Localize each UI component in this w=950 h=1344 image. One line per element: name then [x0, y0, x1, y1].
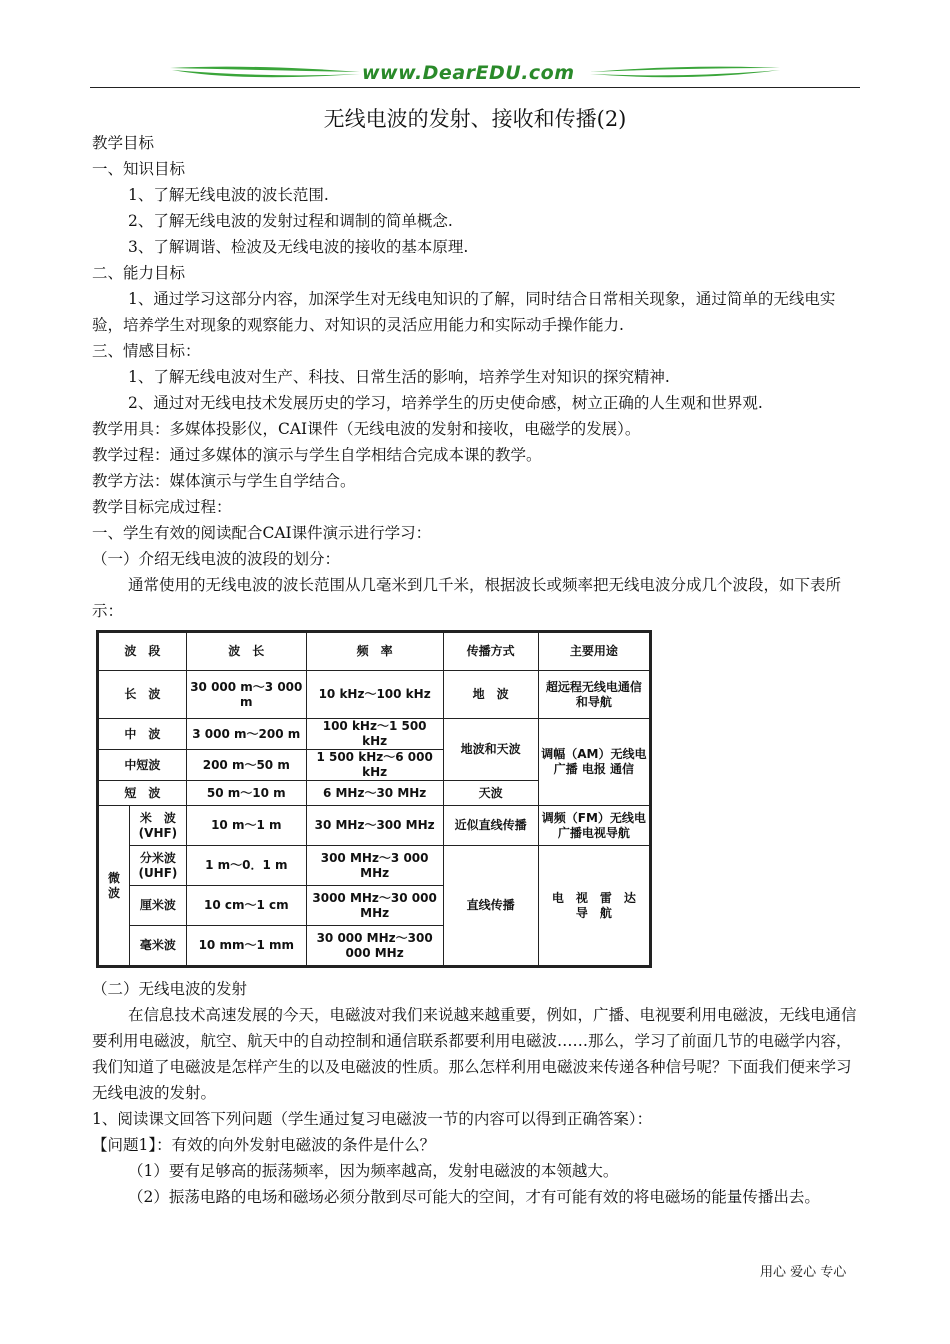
document-body: [92, 130, 862, 1210]
tools-line: 教学用具：多媒体投影仪，CAI课件（无线电波的发射和接收，电磁学的发展）。: [92, 420, 641, 438]
goals-heading: 教学目标: [92, 134, 155, 152]
cell-use: 超远程无线电通信和导航: [538, 671, 649, 719]
cell-wavelength: 30 000 m～3 000 m: [186, 671, 306, 719]
answer-2: （2）振荡电路的电场和磁场必须分散到尽可能大的空间，才有可能有效的将电磁场的能量传播出去。: [128, 1188, 820, 1206]
cell-frequency: 300 MHz～3 000 MHz: [306, 846, 443, 886]
knowledge-item: 3、了解调谐、检波及无线电波的接收的基本原理.: [128, 238, 469, 256]
emotion-heading: 三、情感目标：: [92, 342, 201, 360]
cell-wavelength: 10 mm～1 mm: [186, 926, 306, 966]
cell-band: 米 波(VHF): [130, 806, 187, 846]
cell-wavelength: 1 m～0．1 m: [186, 846, 306, 886]
site-header: [90, 58, 860, 90]
cell-band: 毫米波: [130, 926, 187, 966]
cell-mode: 直线传播: [443, 846, 538, 966]
process-line: 教学过程：通过多媒体的演示与学生自学相结合完成本课的教学。: [92, 446, 542, 464]
cell-band: 中 波: [99, 719, 187, 750]
header-wavelength: 波 长: [186, 633, 306, 671]
emotion-item: 1、了解无线电波对生产、科技、日常生活的影响，培养学生对知识的探究精神.: [128, 368, 670, 386]
cell-mode: 天波: [443, 781, 538, 806]
cell-band: 厘米波: [130, 886, 187, 926]
cell-mode: 地 波: [443, 671, 538, 719]
header-mode: 传播方式: [443, 633, 538, 671]
method-line: 教学方法：媒体演示与学生自学结合。: [92, 472, 356, 490]
cell-frequency: 30 MHz～300 MHz: [306, 806, 443, 846]
cell-band: 中短波: [99, 750, 187, 781]
emotion-item: 2、通过对无线电技术发展历史的学习，培养学生的历史使命感，树立正确的人生观和世界观.: [128, 394, 763, 412]
header-frequency: 频 率: [306, 633, 443, 671]
cell-use: 调幅（AM）无线电广播 电报 通信: [538, 719, 649, 806]
sub2-heading: （二）无线电波的发射: [92, 980, 248, 998]
wave-band-table: [96, 630, 652, 968]
ability-text: 1、通过学习这部分内容，加深学生对无线电知识的了解，同时结合日常相关现象，通过简单的无线电实验，培养学生对现象的观察能力、对知识的灵活应用能力和实际动手操作能力.: [92, 290, 836, 334]
cell-use: 电 视 雷 达 导 航: [538, 846, 649, 966]
header-band: 波 段: [99, 633, 187, 671]
knowledge-item: 2、了解无线电波的发射过程和调制的简单概念.: [128, 212, 453, 230]
cell-wavelength: 10 m～1 m: [186, 806, 306, 846]
header-use: 主要用途: [538, 633, 649, 671]
cell-wavelength: 200 m～50 m: [186, 750, 306, 781]
part1-heading: 一、学生有效的阅读配合CAI课件演示进行学习：: [92, 524, 432, 542]
sub2-text: 在信息技术高速发展的今天，电磁波对我们来说越来越重要，例如，广播、电视要利用电磁波，无线电通信要利用电磁波，航空、航天中的自动控制和通信联系都要利用电磁波……那么，学习了前面几节的电磁学内容，我们知道了电磁波是怎样产生的以及电磁波的性质。那么怎样利用电磁波来传递各种信号呢？下面我们便来学习无线电波的发射。: [92, 1006, 857, 1102]
cell-frequency: 100 kHz～1 500 kHz: [306, 719, 443, 750]
cell-frequency: 1 500 kHz～6 000 kHz: [306, 750, 443, 781]
question-1-label: 【问题1】: [92, 1136, 157, 1154]
cell-wavelength: 10 cm～1 cm: [186, 886, 306, 926]
cell-frequency: 30 000 MHz～300 000 MHz: [306, 926, 443, 966]
site-logo[interactable]: www.DearEDU.com: [362, 62, 575, 84]
header-divider: [90, 87, 860, 88]
knowledge-heading: 一、知识目标: [92, 160, 186, 178]
page-title: 无线电波的发射、接收和传播(2): [323, 107, 627, 131]
cell-mode: 近似直线传播: [443, 806, 538, 846]
page-footer: 用心 爱心 专心: [760, 1265, 847, 1280]
cell-microwave: 微 波: [99, 806, 130, 966]
question-intro: 1、阅读课文回答下列问题（学生通过复习电磁波一节的内容可以得到正确答案）：: [92, 1110, 653, 1128]
cell-band: 分米波(UHF): [130, 846, 187, 886]
ability-heading: 二、能力目标: [92, 264, 186, 282]
cell-band: 长 波: [99, 671, 187, 719]
cell-wavelength: 50 m～10 m: [186, 781, 306, 806]
completion-heading: 教学目标完成过程：: [92, 498, 232, 516]
sub1-heading: （一）介绍无线电波的波段的划分：: [92, 550, 341, 568]
sub1-text: 通常使用的无线电波的波长范围从几毫米到几千米，根据波长或频率把无线电波分成几个波段，如下表所示：: [92, 576, 842, 620]
cell-frequency: 6 MHz～30 MHz: [306, 781, 443, 806]
answer-1: （1）要有足够高的振荡频率，因为频率越高，发射电磁波的本领越大。: [128, 1162, 619, 1180]
question-1-text: ：有效的向外发射电磁波的条件是什么？: [156, 1136, 436, 1154]
cell-wavelength: 3 000 m～200 m: [186, 719, 306, 750]
cell-mode: 地波和天波: [443, 719, 538, 781]
cell-frequency: 10 kHz～100 kHz: [306, 671, 443, 719]
cell-use: 调频（FM）无线电广播电视导航: [538, 806, 649, 846]
cell-band: 短 波: [99, 781, 187, 806]
cell-frequency: 3000 MHz～30 000 MHz: [306, 886, 443, 926]
knowledge-item: 1、了解无线电波的波长范围.: [128, 186, 329, 204]
question-1: [92, 1132, 862, 1158]
